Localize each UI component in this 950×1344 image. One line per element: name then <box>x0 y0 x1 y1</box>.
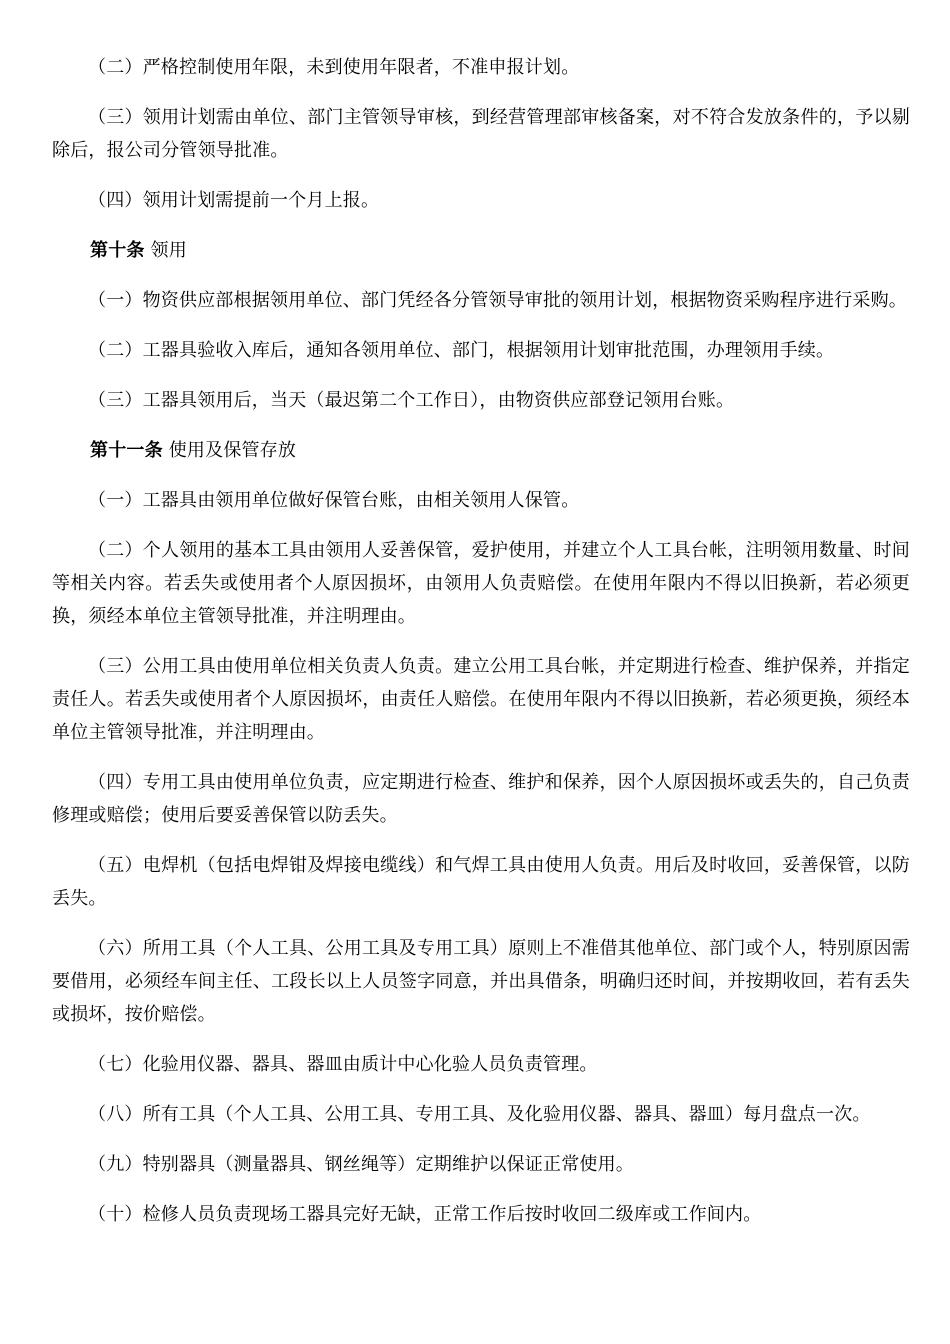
paragraph-item-11-2: （二）个人领用的基本工具由领用人妥善保管，爱护使用，并建立个人工具台帐，注明领用数量、时间等相关内容。若丢失或使用者个人原因损坏，由领用人负责赔偿。在使用年限内不得以旧换新，若必须更换，须经本单位主管领导批准，并注明理由。 <box>52 540 910 627</box>
paragraph-item-11-7: （七）化验用仪器、器具、器皿由质计中心化验人员负责管理。 <box>88 1054 598 1075</box>
paragraph-item-11-9: （九）特别器具（测量器具、钢丝绳等）定期维护以保证正常使用。 <box>88 1154 634 1175</box>
paragraph-item-11-5: （五）电焊机（包括电焊钳及焊接电缆线）和气焊工具由使用人负责。用后及时收回，妥善保管，以防丢失。 <box>52 855 910 909</box>
paragraph-item-11-8: （八）所有工具（个人工具、公用工具、专用工具、及化验用仪器、器具、器皿）每月盘点一次。 <box>88 1104 871 1125</box>
article-11-heading <box>52 434 910 467</box>
paragraph-item-10-1: （一）物资供应部根据领用单位、部门凭经各分管领导审批的领用计划，根据物资采购程序进行采购。 <box>88 290 907 311</box>
article-10-number: 第十条 <box>90 240 145 261</box>
article-10-heading <box>52 234 910 267</box>
paragraph-item-11-4: （四）专用工具由使用单位负责，应定期进行检查、维护和保养，因个人原因损坏或丢失的，自己负责修理或赔偿；使用后要妥善保管以防丢失。 <box>52 772 910 826</box>
paragraph-item-11-1: （一）工器具由领用单位做好保管台账，由相关领用人保管。 <box>88 490 580 511</box>
paragraph-item-11-6: （六）所用工具（个人工具、公用工具及专用工具）原则上不准借其他单位、部门或个人，特别原因需要借用，必须经车间主任、工段长以上人员签字同意，并出具借条，明确归还时间，并按期收回，若有丢失或损坏，按价赔偿。 <box>52 938 910 1025</box>
paragraph-item-3: （三）领用计划需由单位、部门主管领导审核，到经营管理部审核备案，对不符合发放条件的，予以剔除后，报公司分管领导批准。 <box>52 107 910 161</box>
paragraph-item-4: （四）领用计划需提前一个月上报。 <box>88 190 380 211</box>
paragraph-item-10-3: （三）工器具领用后，当天（最迟第二个工作日），由物资供应部登记领用台账。 <box>88 390 735 411</box>
paragraph-item-10-2: （二）工器具验收入库后，通知各领用单位、部门，根据领用计划审批范围，办理领用手续。 <box>88 340 835 361</box>
paragraph-item-11-3: （三）公用工具由使用单位相关负责人负责。建立公用工具台帐，并定期进行检查、维护保养，并指定责任人。若丢失或使用者个人原因损坏，由责任人赔偿。在使用年限内不得以旧换新，若必须更换，须经本单位主管领导批准，并注明理由。 <box>52 656 910 743</box>
article-11-number: 第十一条 <box>90 440 163 461</box>
article-10-title: 领用 <box>144 240 187 261</box>
article-11-title: 使用及保管存放 <box>162 440 297 461</box>
paragraph-item-2: （二）严格控制使用年限，未到使用年限者，不准申报计划。 <box>88 57 580 78</box>
paragraph-item-11-10: （十）检修人员负责现场工器具完好无缺，正常工作后按时收回二级库或工作间内。 <box>88 1204 762 1225</box>
